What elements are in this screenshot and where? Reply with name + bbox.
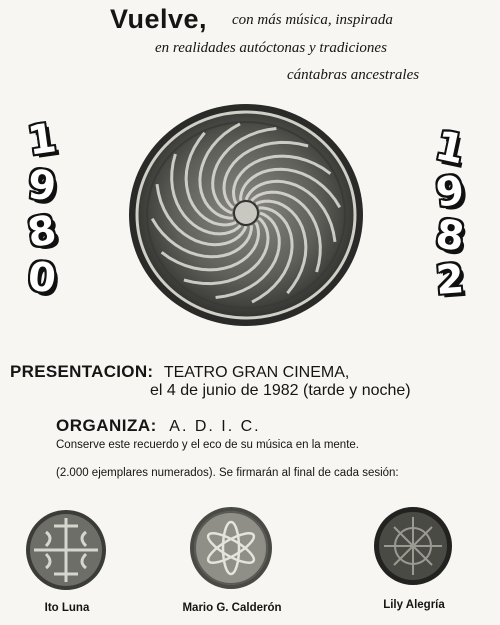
presentacion-line: [10, 362, 349, 382]
year-1980-stacked: [12, 115, 72, 303]
year-digit: 9: [25, 161, 59, 211]
conserve-text: Conserve este recuerdo y el eco de su música en la mente.: [56, 439, 359, 451]
coin-image-mario-calderon: [188, 505, 274, 591]
year-digit: 1: [431, 122, 469, 174]
year-digit: 9: [433, 167, 467, 217]
year-digit: 8: [24, 206, 60, 258]
tagline-line-2: en realidades autóctonas y tradiciones: [155, 40, 387, 56]
presentacion-label: PRESENTACION:: [10, 362, 154, 381]
presentacion-date: el 4 de junio de 1982 (tarde y noche): [150, 382, 411, 399]
central-medallion-image: [126, 101, 366, 329]
year-digit: 1: [25, 115, 59, 165]
year-digit: 2: [434, 256, 466, 304]
year-1982-stacked: [420, 122, 480, 304]
signer-name-ito-luna: Ito Luna: [44, 602, 90, 614]
coin-image-ito-luna: [24, 508, 108, 592]
organiza-line: [56, 416, 261, 436]
tagline-line-3: cántabras ancestrales: [287, 67, 420, 83]
title-vuelve: Vuelve,: [110, 4, 208, 34]
signer-name-mario-calderon: Mario G. Calderón: [182, 602, 282, 614]
organiza-label: ORGANIZA:: [56, 416, 157, 435]
signer-name-lily-alegria: Lily Alegría: [383, 599, 445, 611]
coin-image-lily-alegria: [372, 505, 454, 587]
year-digit: 0: [26, 253, 58, 303]
organiza-value: A. D. I. C.: [169, 418, 261, 435]
ejemplares-text: (2.000 ejemplares numerados). Se firmarán al final de cada sesión:: [56, 467, 399, 479]
tagline-line-1: con más música, inspirada: [232, 12, 393, 28]
presentacion-venue: TEATRO GRAN CINEMA,: [163, 364, 350, 381]
year-digit: 8: [433, 211, 467, 261]
